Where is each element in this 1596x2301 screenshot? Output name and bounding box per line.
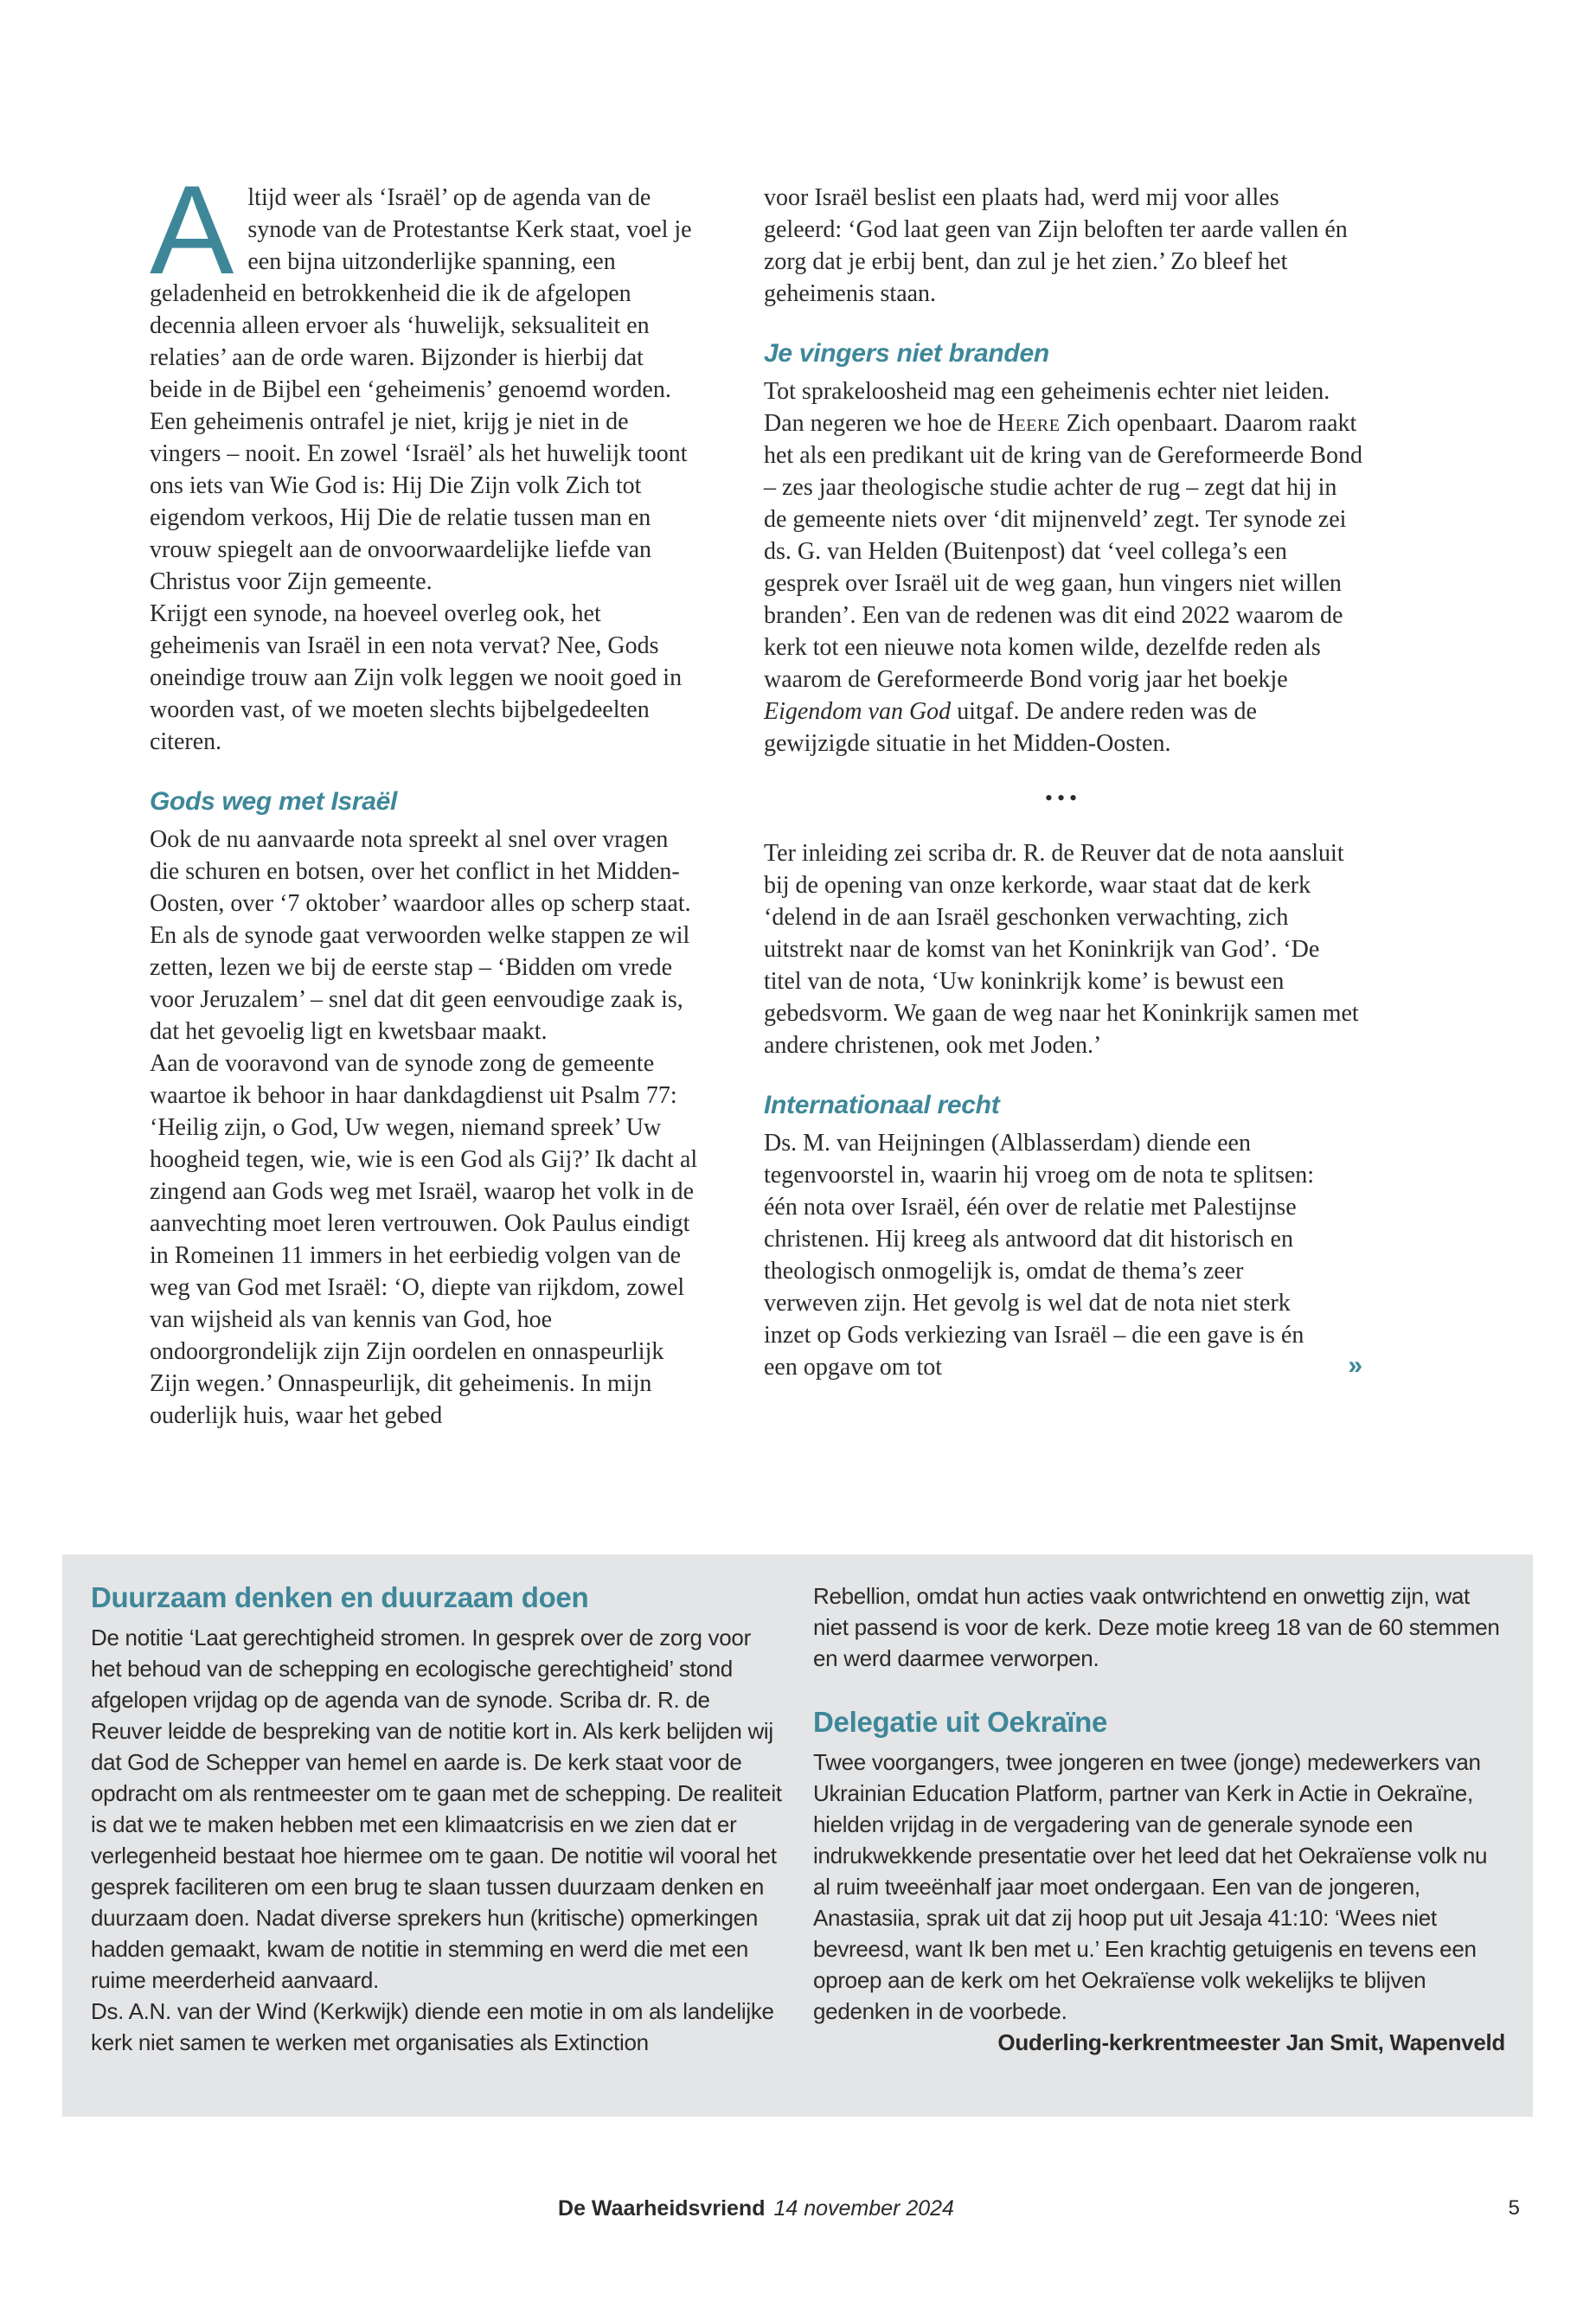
paragraph <box>764 1127 1362 1383</box>
paragraph-text: ltijd weer als ‘Israël’ op de agenda van de synode van de Protestantse Kerk staat, voel je een bijna uitzonderlijke spanning, een geladenheid en betrokkenheid die ik de afgelopen decennia alleen ervoer als ‘huwelijk, seksualiteit en relaties’ aan de orde waren. Bijzonder is hierbij dat beide in de Bijbel een ‘geheimenis’ genoemd worden. Een geheimenis ontrafel je niet, krijg je niet in de vingers – nooit. En zowel ‘Israël’ als het huwelijk toont ons iets van Wie God is: Hij Die Zijn volk Zich tot eigendom verkoos, Hij Die de relatie tussen man en vrouw spiegelt aan de onvoorwaardelijke liefde van Christus voor Zijn gemeente. <box>150 184 692 595</box>
paragraph-text: uitgaf. De andere reden was de gewijzigde situatie in het Midden-Oosten. <box>764 698 1257 757</box>
paragraph: Ds. A.N. van der Wind (Kerkwijk) diende een motie in om als landelijke kerk niet samen te werken met organisaties als Extinction <box>91 1998 774 2055</box>
paragraph <box>764 375 1362 760</box>
paragraph: Twee voorgangers, twee jongeren en twee (jonge) medewerkers van Ukrainian Education Platform, partner van Kerk in Actie in Oekraïne, hielden vrijdag in de vergadering van de generale synode een indrukwekkende presentatie over het leed dat het Oekraïense volk nu al ruim tweeënhalf jaar moet ondergaan. Een van de jongeren, Anastasiia, sprak uit dat zij hoop put uit Jesaja 41:10: ‘Wees niet bevreesd, want Ik ben met u.’ Een krachtig getuigenis en tevens een oproep aan de kerk om het Oekraïense volk wekelijks te blijven gedenken in de voorbede. <box>813 1749 1488 2024</box>
paragraph-text: Tot sprakeloosheid mag een geheimenis echter niet leiden. Dan negeren we hoe de <box>764 378 1330 437</box>
author-byline: Ouderling-kerkrentmeester Jan Smit, Wapenveld <box>997 2029 1505 2055</box>
article-body <box>150 159 1362 1432</box>
article-column-left <box>150 159 699 1432</box>
page-footer <box>150 2195 1362 2221</box>
box-heading-duurzaam: Duurzaam denken en duurzaam doen <box>91 1581 589 1613</box>
continuation-marker-icon: » <box>1348 1351 1362 1380</box>
magazine-name: De Waarheidsvriend <box>558 2196 766 2221</box>
paragraph: Ter inleiding zei scriba dr. R. de Reuver dat de nota aansluit bij de opening van onze kerkorde, waar staat dat de kerk ‘delend in de aan Israël geschonken verwachting, zich uitstrekt naar de komst van het Koninkrijk van God’. ‘De titel van de nota, ‘Uw koninkrijk kome’ is bewust een gebedsvorm. We gaan de weg naar het Koninkrijk samen met andere christenen, ook met Joden.’ <box>764 840 1359 1059</box>
paragraph: Rebellion, omdat hun acties vaak ontwrichtend en onwettig zijn, wat niet passend is voor de kerk. Deze motie kreeg 18 van de 60 stemmen en werd daarmee verworpen. <box>813 1583 1500 1671</box>
section-separator-dots: ••• <box>1044 785 1082 811</box>
drop-cap: A <box>150 159 234 300</box>
paragraph: Ook de nu aanvaarde nota spreekt al snel over vragen die schuren en botsen, over het conflict in het Midden-Oosten, over ‘7 oktober’ waardoor alles op scherp staat. En als de synode gaat verwoorden welke stappen ze wil zetten, lezen we bij de eerste stap – ‘Bidden om vrede voor Jeruzalem’ – snel dat dit geen eenvoudige zaak is, dat het gevoelig ligt en kwetsbaar maakt. <box>150 826 691 1045</box>
synod-report-box <box>62 1554 1533 2117</box>
box-column-right <box>813 1580 1505 2117</box>
opening-paragraph <box>150 159 699 598</box>
paragraph: Krijgt een synode, na hoeveel overleg ook, het geheimenis van Israël in een nota vervat? Nee, Gods oneindige trouw aan Zijn volk leggen we nooit goed in woorden vast, of we moeten slechts bijbelgedeelten citeren. <box>150 600 683 755</box>
article-column-right <box>764 182 1362 1432</box>
book-title-italic: Eigendom van God <box>764 698 952 725</box>
section-heading-gods-weg: Gods weg met Israël <box>150 787 398 816</box>
divine-name-smallcaps: Heere <box>997 410 1061 437</box>
section-heading-internationaal: Internationaal recht <box>764 1091 1000 1119</box>
paragraph: De notitie ‘Laat gerechtigheid stromen. In gesprek over de zorg voor het behoud van de schepping en ecologische gerechtigheid’ stond afgelopen vrijdag op de agenda van de synode. Scriba dr. R. de Reuver leidde de bespreking van de notitie kort in. Als kerk belijden wij dat God de Schepper van hemel en aarde is. De kerk staat voor de opdracht om als rentmeester om te gaan met de schepping. De realiteit is dat we te maken hebben met een klimaatcrisis en we zien dat er verlegenheid bestaat hoe hiermee om te gaan. De notitie wil vooral het gesprek faciliteren om een brug te slaan tussen duurzaam denken en duurzaam doen. Nadat diverse sprekers hun (kritische) opmerkingen hadden gemaakt, kwam de notitie in stemming en werd die met een ruime meerderheid aanvaard. <box>91 1625 782 1993</box>
box-heading-delegatie: Delegatie uit Oekraïne <box>813 1706 1108 1738</box>
box-column-left <box>91 1580 783 2117</box>
paragraph-text: Ds. M. van Heijningen (Alblasserdam) diende een tegenvoorstel in, waarin hij vroeg om de nota te splitsen: één nota over Israël, één over de relatie met Palestijnse christenen. Hij kreeg als antwoord dat dit historisch en theologisch onmogelijk is, omdat de thema’s zeer verweven zijn. Het gevolg is wel dat de nota niet sterk inzet op Gods verkiezing van Israël – die een gave is én een opgave om tot <box>764 1130 1315 1381</box>
page-number: 5 <box>1508 2196 1520 2220</box>
paragraph-text: Zich openbaart. Daarom raakt het als een predikant uit de kring van de Gereformeerde Bond – zes jaar theologische studie achter de rug – zegt dat hij in de gemeente niets over ‘dit mijnenveld’ zegt. Ter synode zei ds. G. van Helden (Buitenpost) dat ‘veel collega’s een gesprek over Israël uit de weg gaan, hun vingers niet willen branden’. Een van de redenen was dit eind 2022 waarom de kerk tot een nieuwe nota komen wilde, dezelfde reden als waarom de Gereformeerde Bond vorig jaar het boekje <box>764 410 1362 693</box>
issue-date: 14 november 2024 <box>773 2196 954 2221</box>
paragraph: Aan de vooravond van de synode zong de gemeente waartoe ik behoor in haar dankdagdienst uit Psalm 77: ‘Heilig zijn, o God, Uw wegen, niemand spreek’ Uw hoogheid tegen, wie, wie is een God als Gij?’ Ik dacht al zingend aan Gods weg met Israël, waarop het volk in de aanvechting moet leren vertrouwen. Ook Paulus eindigt in Romeinen 11 immers in het eerbiedig volgen van de weg van God met Israël: ‘O, diepte van rijkdom, zowel van wijsheid als van kennis van God, hoe ondoorgrondelijk zijn Zijn oordelen en onnaspeurlijk Zijn wegen.’ Onnaspeurlijk, dit geheimenis. In mijn ouderlijk huis, waar het gebed <box>150 1050 698 1429</box>
section-heading-vingers: Je vingers niet branden <box>764 339 1049 368</box>
paragraph: voor Israël beslist een plaats had, werd mij voor alles geleerd: ‘God laat geen van Zijn beloften ter aarde vallen én zorg dat je erbij bent, dan zul je het zien.’ Zo bleef het geheimenis staan. <box>764 184 1348 307</box>
